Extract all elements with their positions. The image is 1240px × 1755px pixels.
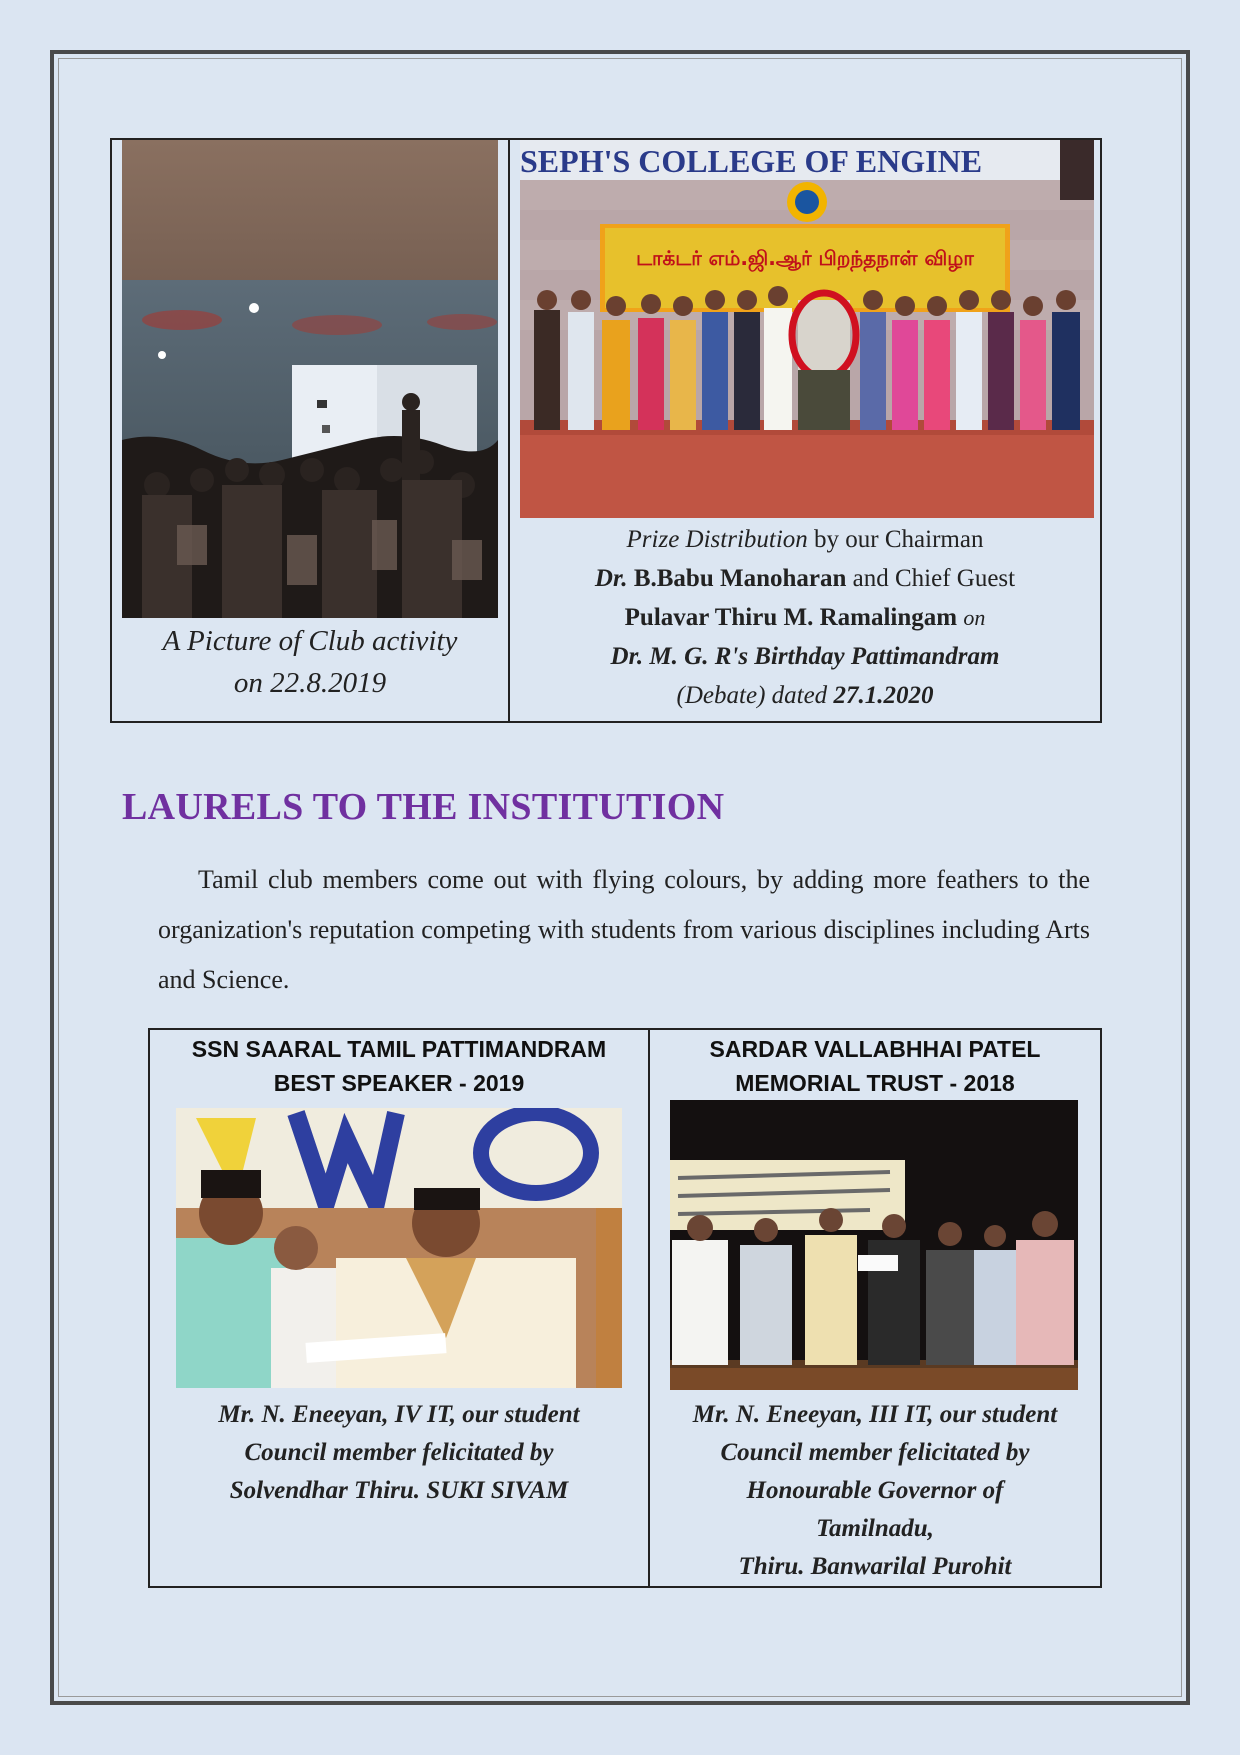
club-activity-caption: A Picture of Club activity on 22.8.2019 — [162, 625, 458, 699]
award-title-2: SARDAR VALLABHHAI PATEL MEMORIAL TRUST - 2018 — [709, 1036, 1041, 1096]
laurels-paragraph: Tamil club members come out with flying colours, by adding more feathers to the organization's reputation competing with students from various disciplines including Arts and Science. — [158, 865, 1090, 994]
award-caption-2: Mr. N. Eneeyan, III IT, our student Council member felicitated by Honourable Governor of Tamilnadu, Thiru. Banwarilal Purohit — [692, 1401, 1058, 1580]
prize-distribution-photo — [520, 140, 1094, 518]
award-title-1: SSN SAARAL TAMIL PATTIMANDRAM BEST SPEAKER - 2019 — [191, 1036, 607, 1096]
award-photo-1 — [176, 1108, 622, 1388]
award-photo-2 — [670, 1100, 1078, 1390]
section-heading: LAURELS TO THE INSTITUTION — [122, 786, 725, 828]
prize-distribution-caption: Prize Distribution by our Chairman Dr. B.Babu Manoharan and Chief Guest Pulavar Thiru M. Ramalingam on Dr. M. G. R's Birthday Pattimandram (Debate) dated 27.1.2020 — [594, 526, 1016, 709]
stage-banner-text: டாக்டர் எம்.ஜி.ஆர் பிறந்தநாள் விழா — [636, 246, 974, 270]
photo-table — [110, 138, 1102, 723]
awards-table — [148, 1028, 1102, 1588]
award-caption-1: Mr. N. Eneeyan, IV IT, our student Council member felicitated by Solvendhar Thiru. SUKI SIVAM — [218, 1401, 580, 1504]
club-activity-photo — [122, 140, 498, 618]
college-name-banner: SEPH'S COLLEGE OF ENGINE — [520, 143, 983, 179]
